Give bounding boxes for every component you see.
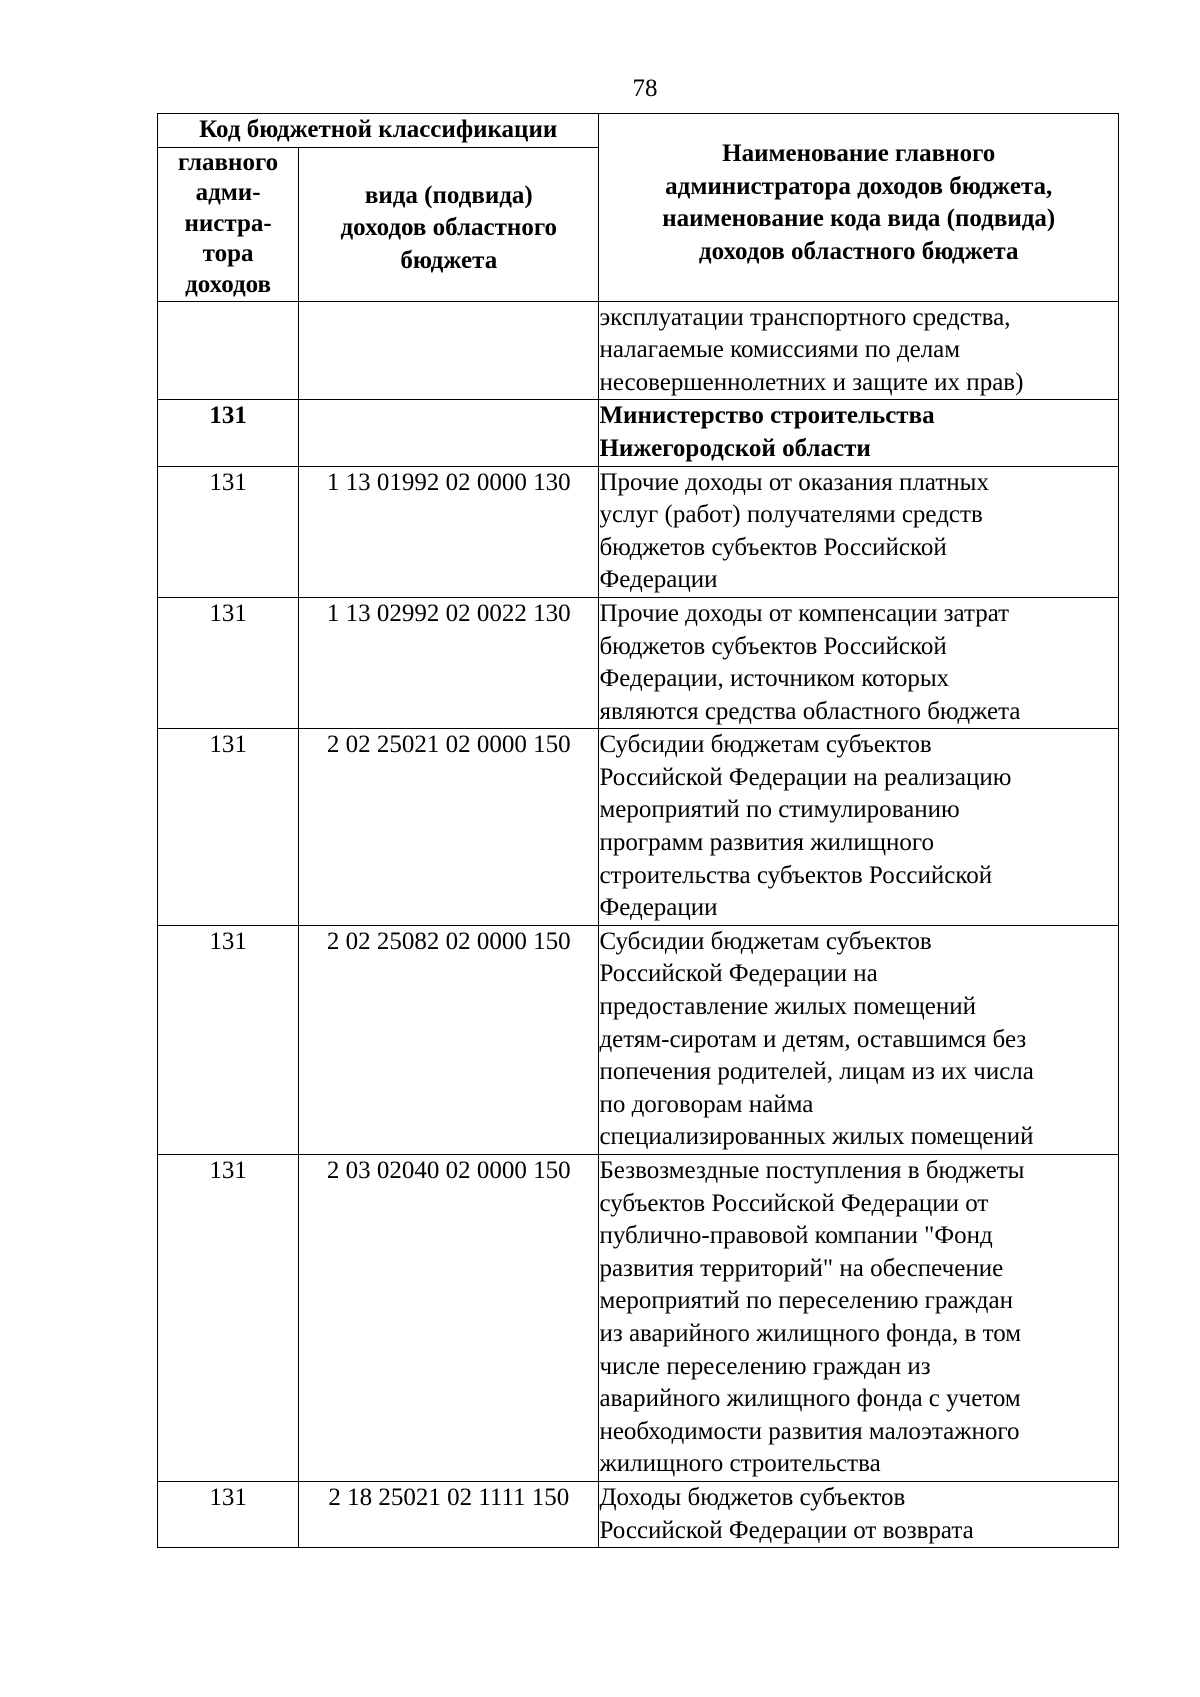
header-name-line: наименование кода вида (подвида) (662, 205, 1056, 233)
header-admin-line: нистра- (184, 209, 272, 237)
admin-code-cell: 131 (158, 597, 299, 728)
income-code-cell: 2 03 02040 02 0000 150 (299, 1155, 599, 1482)
admin-code-cell: 131 (158, 925, 299, 1154)
name-line: Прочие доходы от компенсации затрат (599, 599, 1010, 627)
name-cell (599, 1155, 1119, 1482)
name-line: Федерации, источником которых (599, 665, 950, 693)
header-kind-column (299, 147, 599, 301)
page-number: 78 (632, 75, 658, 102)
name-cell (599, 466, 1119, 597)
name-line: Федерации (599, 894, 718, 922)
header-name-line: Наименование главного (722, 140, 996, 168)
name-line: предоставление жилых помещений (599, 993, 976, 1021)
header-admin-line: доходов (185, 270, 272, 298)
name-line: детям-сиротам и детям, оставшимся без (599, 1025, 1027, 1053)
header-admin-column (158, 147, 299, 301)
name-line: мероприятий по стимулированию (599, 796, 960, 824)
name-line: Министерство строительства (599, 402, 935, 430)
admin-code-cell: 131 (158, 1481, 299, 1547)
header-kind-line: бюджета (400, 246, 498, 274)
name-line: Федерации (599, 566, 718, 594)
header-name-line: администратора доходов бюджета, (665, 172, 1053, 200)
header-admin-line: адми- (195, 179, 261, 207)
name-line: строительства субъектов Российской (599, 861, 993, 889)
table-row (158, 729, 1119, 926)
header-admin-line: тора (202, 240, 254, 268)
table-row (158, 400, 1119, 466)
name-line: по договорам найма (599, 1090, 814, 1118)
budget-classification-table (157, 113, 1119, 1548)
table-row (158, 1155, 1119, 1482)
name-line: Субсидии бюджетам субъектов (599, 927, 932, 955)
income-code-cell (299, 400, 599, 466)
header-group-title: Код бюджетной классификации (158, 114, 599, 148)
table-row (158, 301, 1119, 400)
income-code-cell: 2 02 25082 02 0000 150 (299, 925, 599, 1154)
name-line: мероприятий по переселению граждан (599, 1287, 1013, 1315)
name-cell (599, 301, 1119, 400)
income-code-cell (299, 301, 599, 400)
name-line: попечения родителей, лицам из их числа (599, 1058, 1034, 1086)
name-line: специализированных жилых помещений (599, 1123, 1034, 1151)
name-line: бюджетов субъектов Российской (599, 632, 947, 660)
table-row (158, 597, 1119, 728)
name-cell (599, 1481, 1119, 1547)
income-code-cell: 1 13 01992 02 0000 130 (299, 466, 599, 597)
name-line: Российской Федерации на реализацию (599, 763, 1012, 791)
name-line: эксплуатации транспортного средства, (599, 303, 1011, 331)
name-line: программ развития жилищного (599, 829, 935, 857)
name-line: Российской Федерации от возврата (599, 1516, 974, 1544)
admin-code-cell: 131 (158, 400, 299, 466)
name-line: бюджетов субъектов Российской (599, 533, 947, 561)
table-row (158, 1481, 1119, 1547)
header-name-column (599, 114, 1119, 302)
name-line: услуг (работ) получателями средств (599, 501, 983, 529)
name-line: числе переселению граждан из (599, 1352, 931, 1380)
name-line: Нижегородской области (599, 434, 871, 462)
name-line: Российской Федерации на (599, 960, 878, 988)
header-kind-line: доходов областного (340, 214, 558, 242)
name-line: аварийного жилищного фонда с учетом (599, 1385, 1021, 1413)
income-code-cell: 2 18 25021 02 1111 150 (299, 1481, 599, 1547)
income-code-cell: 2 02 25021 02 0000 150 (299, 729, 599, 926)
table-row (158, 466, 1119, 597)
header-kind-line: вида (подвида) (364, 181, 533, 209)
income-code-cell: 1 13 02992 02 0022 130 (299, 597, 599, 728)
name-cell (599, 925, 1119, 1154)
name-line: из аварийного жилищного фонда, в том (599, 1319, 1022, 1347)
name-line: налагаемые комиссиями по делам (599, 336, 961, 364)
name-line: Субсидии бюджетам субъектов (599, 731, 932, 759)
name-line: публично-правовой компании "Фонд (599, 1222, 993, 1250)
name-line: необходимости развития малоэтажного (599, 1417, 1020, 1445)
name-line: жилищного строительства (599, 1450, 881, 1478)
admin-code-cell (158, 301, 299, 400)
admin-code-cell: 131 (158, 729, 299, 926)
name-line: Безвозмездные поступления в бюджеты (599, 1157, 1025, 1184)
table-row (158, 925, 1119, 1154)
name-line: являются средства областного бюджета (599, 697, 1021, 725)
header-name-line: доходов областного бюджета (698, 237, 1019, 265)
name-cell (599, 597, 1119, 728)
name-line: Доходы бюджетов субъектов (599, 1483, 906, 1511)
name-line: Прочие доходы от оказания платных (599, 468, 989, 496)
name-cell (599, 729, 1119, 926)
name-line: развития территорий" на обеспечение (599, 1254, 1004, 1282)
name-line: несовершеннолетних и защите их прав) (599, 368, 1024, 396)
admin-code-cell: 131 (158, 466, 299, 597)
name-cell (599, 400, 1119, 466)
header-admin-line: главного (177, 148, 279, 176)
admin-code-cell: 131 (158, 1155, 299, 1482)
name-line: субъектов Российской Федерации от (599, 1189, 989, 1217)
